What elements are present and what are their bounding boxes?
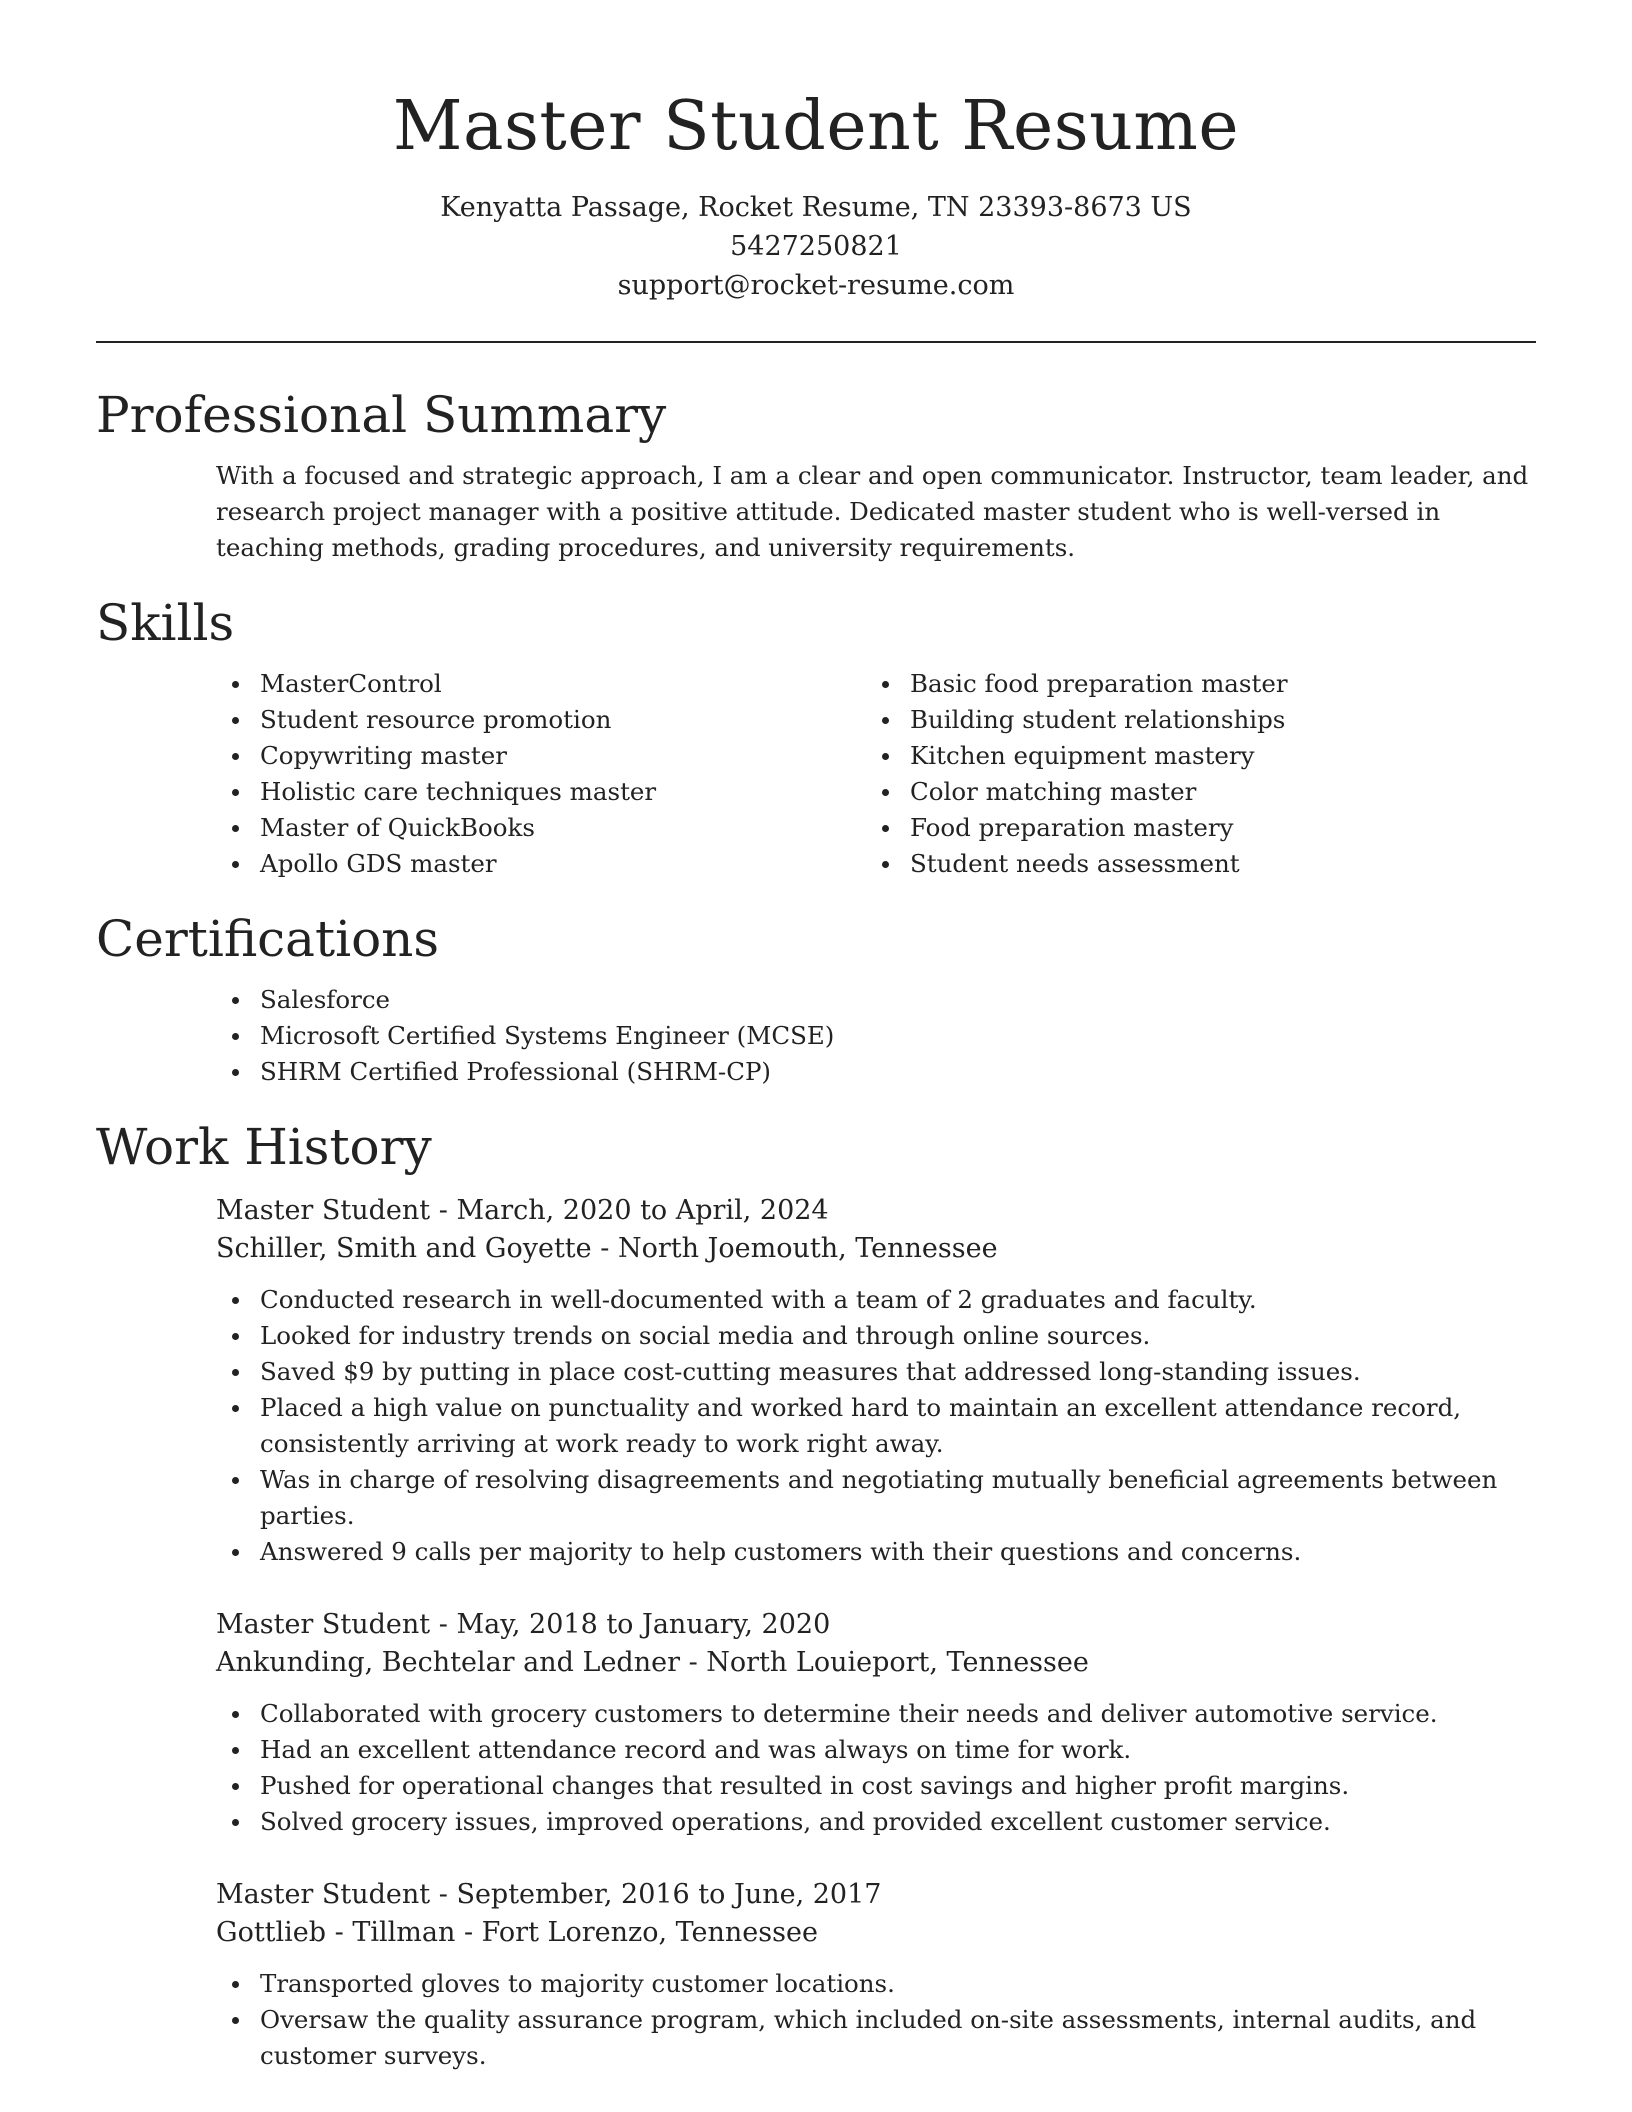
job-location: North Louieport, Tennessee (706, 1647, 1089, 1678)
work-history-section (96, 1110, 1536, 2074)
job-bullet: Had an excellent attendance record and was always on time for work. (216, 1732, 1536, 1768)
skill-item: Student needs assessment (866, 846, 1466, 882)
certification-item: SHRM Certified Professional (SHRM-CP) (216, 1054, 1536, 1090)
job-location: Fort Lorenzo, Tennessee (481, 1917, 818, 1948)
job-entry (216, 1192, 1536, 1570)
resume-title: Master Student Resume (392, 87, 1240, 166)
job-company: Ankunding, Bechtelar and Ledner (216, 1647, 680, 1678)
job-title-line: Master Student - September, 2016 to June, 2017 (216, 1879, 882, 1910)
resume-body (96, 378, 1536, 2110)
job-bullets (216, 1696, 1536, 1840)
job-bullet: Placed a high value on punctuality and worked hard to maintain an excellent attendance record, consistently arriving at work ready to work right away. (216, 1390, 1536, 1462)
job-title: Master Student (216, 1195, 431, 1226)
email-address: support@rocket-resume.com (617, 270, 1015, 301)
header-divider (96, 341, 1536, 343)
certifications-section (96, 902, 1536, 1090)
job-bullet: Solved grocery issues, improved operations, and provided excellent customer service. (216, 1804, 1536, 1840)
skill-item: Holistic care techniques master (216, 774, 866, 810)
skills-list-right (866, 666, 1466, 882)
contact-info (0, 188, 1632, 305)
certifications-heading: Certifications (96, 910, 440, 968)
skills-section (96, 586, 1536, 882)
job-company-line: Gottlieb - Tillman - Fort Lorenzo, Tennessee (216, 1917, 818, 1948)
job-entry (216, 1606, 1536, 1840)
skill-item: Building student relationships (866, 702, 1466, 738)
work-history-heading: Work History (96, 1118, 432, 1176)
certification-item: Salesforce (216, 982, 1536, 1018)
job-title-line: Master Student - March, 2020 to April, 2024 (216, 1195, 829, 1226)
skills-list-left (216, 666, 866, 882)
skill-item: Copywriting master (216, 738, 866, 774)
job-dates: March, 2020 to April, 2024 (456, 1195, 829, 1226)
skills-columns (96, 666, 1536, 882)
address: Kenyatta Passage, Rocket Resume, TN 23393-8673 US (440, 192, 1192, 223)
job-company-line: Schiller, Smith and Goyette - North Joemouth, Tennessee (216, 1233, 998, 1264)
job-bullet: Collaborated with grocery customers to determine their needs and deliver automotive service. (216, 1696, 1536, 1732)
job-company: Schiller, Smith and Goyette (216, 1233, 592, 1264)
job-location: North Joemouth, Tennessee (617, 1233, 998, 1264)
skills-heading: Skills (96, 594, 235, 652)
skill-item: Food preparation mastery (866, 810, 1466, 846)
summary-section (96, 378, 1536, 566)
job-bullet: Answered 9 calls per majority to help customers with their questions and concerns. (216, 1534, 1536, 1570)
job-company: Gottlieb - Tillman (216, 1917, 456, 1948)
skill-item: Master of QuickBooks (216, 810, 866, 846)
summary-heading: Professional Summary (96, 386, 667, 444)
skill-item: Kitchen equipment mastery (866, 738, 1466, 774)
job-bullet: Pushed for operational changes that resulted in cost savings and higher profit margins. (216, 1768, 1536, 1804)
job-bullet: Saved $9 by putting in place cost-cutting measures that addressed long-standing issues. (216, 1354, 1536, 1390)
certifications-list (216, 982, 1536, 1090)
skill-item: Student resource promotion (216, 702, 866, 738)
skill-item: Color matching master (866, 774, 1466, 810)
resume-header (0, 82, 1632, 305)
job-entry (216, 1876, 1536, 2074)
job-dates: May, 2018 to January, 2020 (456, 1609, 831, 1640)
job-bullets (216, 1282, 1536, 1570)
job-title: Master Student (216, 1609, 431, 1640)
summary-text: With a focused and strategic approach, I am a clear and open communicator. Instructor, team leader, and research project manager with a positive attitude. Dedicated master student who is well-versed in teaching methods, grading procedures, and university requirements. (216, 461, 1529, 562)
skill-item: MasterControl (216, 666, 866, 702)
job-bullets (216, 1966, 1536, 2074)
job-dates: September, 2016 to June, 2017 (456, 1879, 882, 1910)
job-title-line: Master Student - May, 2018 to January, 2020 (216, 1609, 831, 1640)
skill-item: Basic food preparation master (866, 666, 1466, 702)
skill-item: Apollo GDS master (216, 846, 866, 882)
certification-item: Microsoft Certified Systems Engineer (MCSE) (216, 1018, 1536, 1054)
job-title: Master Student (216, 1879, 431, 1910)
job-bullet: Transported gloves to majority customer locations. (216, 1966, 1536, 2002)
phone-number: 5427250821 (730, 231, 902, 262)
job-bullet: Oversaw the quality assurance program, which included on-site assessments, internal audits, and customer surveys. (216, 2002, 1536, 2074)
job-company-line: Ankunding, Bechtelar and Ledner - North Louieport, Tennessee (216, 1647, 1089, 1678)
job-bullet: Conducted research in well-documented with a team of 2 graduates and faculty. (216, 1282, 1536, 1318)
job-bullet: Was in charge of resolving disagreements and negotiating mutually beneficial agreements between parties. (216, 1462, 1536, 1534)
job-bullet: Looked for industry trends on social media and through online sources. (216, 1318, 1536, 1354)
